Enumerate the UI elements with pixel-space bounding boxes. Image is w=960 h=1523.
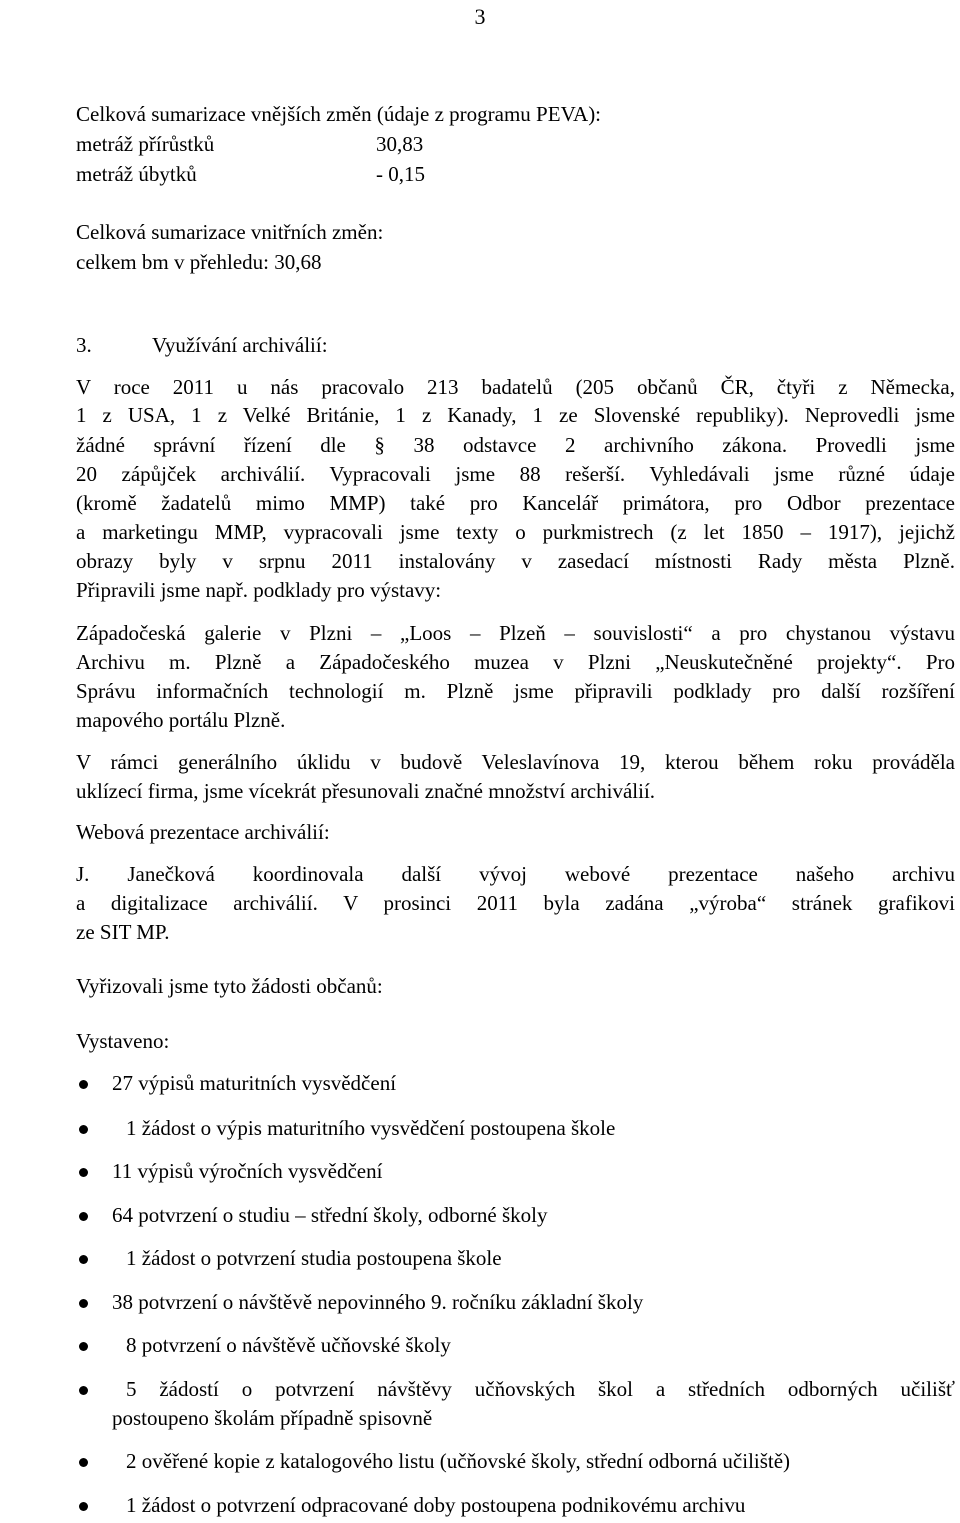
bullet-icon xyxy=(79,1255,88,1264)
list-item: 1 žádost o potvrzení odpracované doby postoupena podnikovému archivu xyxy=(126,1493,746,1517)
bullet-icon xyxy=(79,1080,88,1089)
growth-label: metráž přírůstků xyxy=(76,132,215,156)
paragraph-1-line: žádné správní řízení dle § 38 odstavce 2 archivního zákona. Provedli jsme xyxy=(76,433,955,457)
issued-heading: Vystaveno: xyxy=(76,1029,170,1053)
paragraph-1-line: a marketingu MMP, vypracovali jsme texty o purkmistrech (z let 1850 – 1917), jejichž xyxy=(76,520,955,544)
paragraph-4-line: ze SIT MP. xyxy=(76,920,170,944)
bullet-icon xyxy=(79,1212,88,1221)
list-item: 5 žádostí o potvrzení návštěvy učňovských škol a středních odborných učilišť xyxy=(126,1377,955,1401)
page-number: 3 xyxy=(474,4,486,29)
paragraph-2-line: Archivu m. Plzně a Západočeského muzea v Plzni „Neuskutečněné projekty“. Pro xyxy=(76,650,955,674)
requests-heading: Vyřizovali jsme tyto žádosti občanů: xyxy=(76,974,383,998)
paragraph-2-line: Správu informačních technologií m. Plzně jsme připravili podklady pro další rozšíření xyxy=(76,679,955,703)
paragraph-1-line: obrazy byly v srpnu 2011 instalovány v zasedací místnosti Rady města Plzně. xyxy=(76,549,955,573)
section-3-heading xyxy=(76,333,328,357)
paragraph-1-line: 20 zápůjček archiválií. Vypracovali jsme 88 rešerší. Vyhledávali jsme různé údaje xyxy=(76,462,955,486)
growth-row xyxy=(76,132,424,156)
paragraph-1-line: 1 z USA, 1 z Velké Británie, 1 z Kanady, 1 ze Slovenské republiky). Neprovedli jsme xyxy=(76,403,955,427)
bullet-icon xyxy=(79,1386,88,1395)
total-line: celkem bm v přehledu: 30,68 xyxy=(76,250,322,274)
web-presentation-heading: Webová prezentace archiválií: xyxy=(76,820,330,844)
loss-row xyxy=(76,162,425,186)
bullet-icon xyxy=(79,1125,88,1134)
list-item: 38 potvrzení o návštěvě nepovinného 9. ročníku základní školy xyxy=(112,1290,644,1314)
paragraph-3-line: V rámci generálního úklidu v budově Veleslavínova 19, kterou během roku prováděla xyxy=(76,750,955,774)
paragraph-2-line: mapového portálu Plzně. xyxy=(76,708,286,732)
list-item: 27 výpisů maturitních vysvědčení xyxy=(112,1071,397,1095)
list-item: 1 žádost o potvrzení studia postoupena škole xyxy=(126,1246,502,1270)
bullet-icon xyxy=(79,1502,88,1511)
bullet-icon xyxy=(79,1342,88,1351)
list-item: 11 výpisů výročních vysvědčení xyxy=(112,1159,383,1183)
list-item-continuation: postoupeno školám případně spisovně xyxy=(112,1406,433,1430)
growth-value: 30,83 xyxy=(376,132,424,156)
external-changes-heading: Celková sumarizace vnějších změn (údaje z programu PEVA): xyxy=(76,102,602,126)
section-number: 3. xyxy=(76,333,92,357)
list-item: 8 potvrzení o návštěvě učňovské školy xyxy=(126,1333,451,1357)
paragraph-1-line: V roce 2011 u nás pracovalo 213 badatelů (205 občanů ČR, čtyři z Německa, xyxy=(76,375,955,399)
list-item: 1 žádost o výpis maturitního vysvědčení postoupena škole xyxy=(126,1116,616,1140)
paragraph-1-line: Připravili jsme např. podklady pro výstavy: xyxy=(76,578,442,602)
paragraph-4-line: a digitalizace archiválií. V prosinci 2011 byla zadána „výroba“ stránek grafikovi xyxy=(76,891,955,915)
paragraph-3-line: uklízecí firma, jsme vícekrát přesunovali značné množství archiválií. xyxy=(76,779,656,803)
bullet-icon xyxy=(79,1458,88,1467)
section-title: Využívání archiválií: xyxy=(152,333,328,357)
internal-changes-heading: Celková sumarizace vnitřních změn: xyxy=(76,220,384,244)
bullet-icon xyxy=(79,1168,88,1177)
paragraph-1-line: (kromě žadatelů mimo MMP) také pro Kancelář primátora, pro Odbor prezentace xyxy=(76,491,955,515)
loss-value: - 0,15 xyxy=(376,162,425,186)
bullet-icon xyxy=(79,1299,88,1308)
paragraph-4-line: J. Janečková koordinovala další vývoj webové prezentace našeho archivu xyxy=(76,862,955,886)
loss-label: metráž úbytků xyxy=(76,162,197,186)
paragraph-2-line: Západočeská galerie v Plzni – „Loos – Plzeň – souvislosti“ a pro chystanou výstavu xyxy=(76,621,955,645)
list-item: 64 potvrzení o studiu – střední školy, odborné školy xyxy=(112,1203,548,1227)
list-item: 2 ověřené kopie z katalogového listu (učňovské školy, střední odborná učiliště) xyxy=(126,1449,791,1473)
